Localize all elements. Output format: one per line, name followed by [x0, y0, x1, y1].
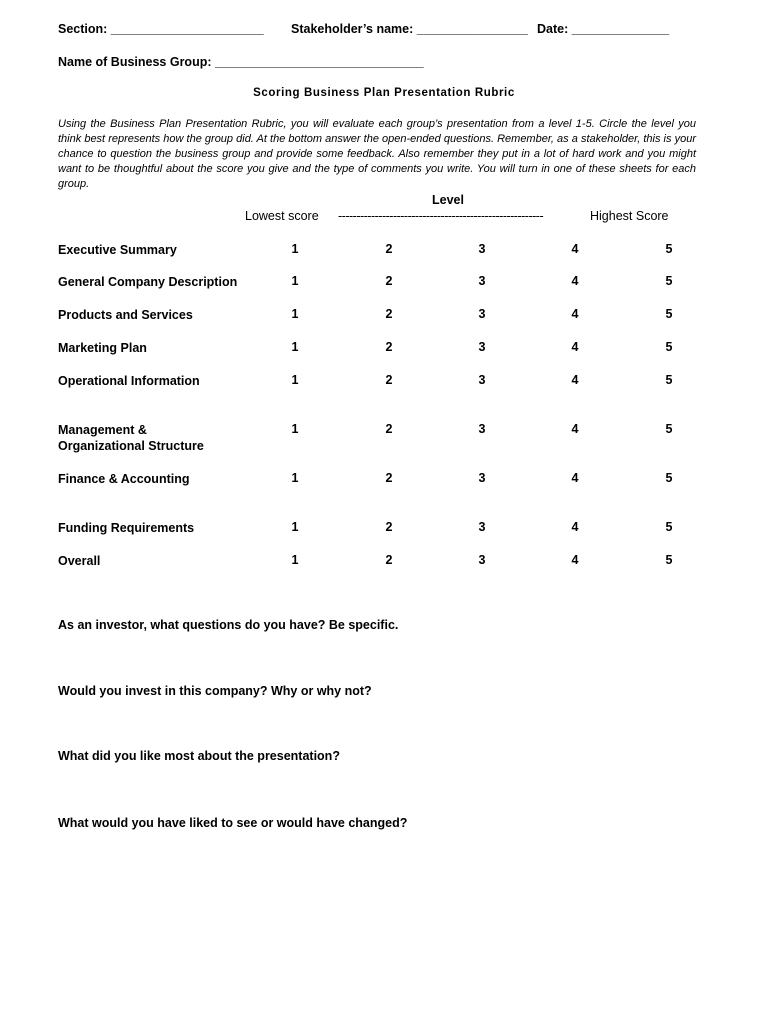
- score-1[interactable]: 1: [291, 274, 299, 288]
- stakeholder-field: [291, 22, 528, 36]
- score-5[interactable]: 5: [665, 520, 673, 534]
- criterion-row-management-structure: [0, 422, 768, 462]
- score-1[interactable]: 1: [291, 471, 299, 485]
- question-liked-most: What did you like most about the presentation?: [58, 749, 340, 763]
- criterion-row-overall: [0, 553, 768, 587]
- score-4[interactable]: 4: [571, 520, 579, 534]
- criterion-row-executive-summary: [0, 242, 768, 276]
- group-blank[interactable]: ______________________________: [214, 55, 424, 69]
- group-field: [58, 55, 424, 69]
- date-label: Date:: [537, 22, 569, 36]
- score-3[interactable]: 3: [478, 274, 486, 288]
- score-2[interactable]: 2: [385, 471, 393, 485]
- score-4[interactable]: 4: [571, 242, 579, 256]
- score-2[interactable]: 2: [385, 340, 393, 354]
- score-2[interactable]: 2: [385, 422, 393, 436]
- score-4[interactable]: 4: [571, 553, 579, 567]
- criterion-label: Finance & Accounting: [58, 472, 190, 486]
- score-3[interactable]: 3: [478, 307, 486, 321]
- criterion-row-products-services: [0, 307, 768, 341]
- score-3[interactable]: 3: [478, 373, 486, 387]
- criterion-row-operational-information: [0, 373, 768, 407]
- score-2[interactable]: 2: [385, 373, 393, 387]
- score-5[interactable]: 5: [665, 242, 673, 256]
- score-5[interactable]: 5: [665, 340, 673, 354]
- score-4[interactable]: 4: [571, 471, 579, 485]
- score-5[interactable]: 5: [665, 307, 673, 321]
- section-label: Section:: [58, 22, 108, 36]
- criterion-row-marketing-plan: [0, 340, 768, 374]
- criterion-label: General Company Description: [58, 275, 238, 289]
- score-4[interactable]: 4: [571, 340, 579, 354]
- criterion-label: Products and Services: [58, 308, 193, 322]
- date-field: [537, 22, 669, 36]
- score-3[interactable]: 3: [478, 340, 486, 354]
- criterion-label: Executive Summary: [58, 243, 177, 257]
- criterion-row-company-description: [0, 274, 768, 308]
- score-5[interactable]: 5: [665, 471, 673, 485]
- criterion-label: Overall: [58, 554, 101, 568]
- score-2[interactable]: 2: [385, 242, 393, 256]
- score-4[interactable]: 4: [571, 274, 579, 288]
- criterion-label: Marketing Plan: [58, 341, 147, 355]
- page-title: Scoring Business Plan Presentation Rubric: [253, 87, 515, 99]
- criterion-label: Operational Information: [58, 374, 200, 388]
- level-label: Level: [432, 193, 464, 207]
- stakeholder-label: Stakeholder’s name:: [291, 22, 414, 36]
- score-1[interactable]: 1: [291, 373, 299, 387]
- date-blank[interactable]: ______________: [571, 22, 670, 36]
- score-3[interactable]: 3: [478, 242, 486, 256]
- scale-dashes: --------------------------------------------------------: [338, 209, 544, 223]
- score-1[interactable]: 1: [291, 553, 299, 567]
- highest-score-label: Highest Score: [590, 209, 669, 223]
- score-4[interactable]: 4: [571, 307, 579, 321]
- score-2[interactable]: 2: [385, 307, 393, 321]
- section-blank[interactable]: ______________________: [110, 22, 264, 36]
- question-investor: As an investor, what questions do you have? Be specific.: [58, 618, 399, 632]
- question-changes: What would you have liked to see or would have changed?: [58, 816, 408, 830]
- stakeholder-blank[interactable]: ________________: [416, 22, 528, 36]
- score-2[interactable]: 2: [385, 274, 393, 288]
- score-1[interactable]: 1: [291, 520, 299, 534]
- lowest-score-label: Lowest score: [245, 209, 319, 223]
- group-label: Name of Business Group:: [58, 55, 212, 69]
- instructions-paragraph: Using the Business Plan Presentation Rubric, you will evaluate each group’s presentation from a level 1-5. Circle the level you think best represents how the group did. At the bottom answer the open-ended questions. Remember, as a stakeholder, this is your chance to question the business group and provide some feedback. Also remember they put in a lot of hard work and you might want to be thoughtful about the score you give and the type of comments you write. You will turn in one of these sheets for each group.: [58, 118, 696, 190]
- score-3[interactable]: 3: [478, 471, 486, 485]
- score-5[interactable]: 5: [665, 553, 673, 567]
- criterion-label: Management & Organizational Structure: [58, 423, 204, 453]
- score-1[interactable]: 1: [291, 307, 299, 321]
- criterion-row-finance-accounting: [0, 471, 768, 505]
- section-field: [58, 22, 264, 36]
- question-invest-decision: Would you invest in this company? Why or why not?: [58, 684, 372, 698]
- criterion-label: Funding Requirements: [58, 521, 195, 535]
- score-2[interactable]: 2: [385, 520, 393, 534]
- score-5[interactable]: 5: [665, 422, 673, 436]
- criterion-row-funding-requirements: [0, 520, 768, 554]
- score-2[interactable]: 2: [385, 553, 393, 567]
- score-1[interactable]: 1: [291, 422, 299, 436]
- score-1[interactable]: 1: [291, 242, 299, 256]
- score-3[interactable]: 3: [478, 422, 486, 436]
- score-4[interactable]: 4: [571, 373, 579, 387]
- score-4[interactable]: 4: [571, 422, 579, 436]
- score-5[interactable]: 5: [665, 373, 673, 387]
- score-3[interactable]: 3: [478, 520, 486, 534]
- score-1[interactable]: 1: [291, 340, 299, 354]
- score-5[interactable]: 5: [665, 274, 673, 288]
- score-3[interactable]: 3: [478, 553, 486, 567]
